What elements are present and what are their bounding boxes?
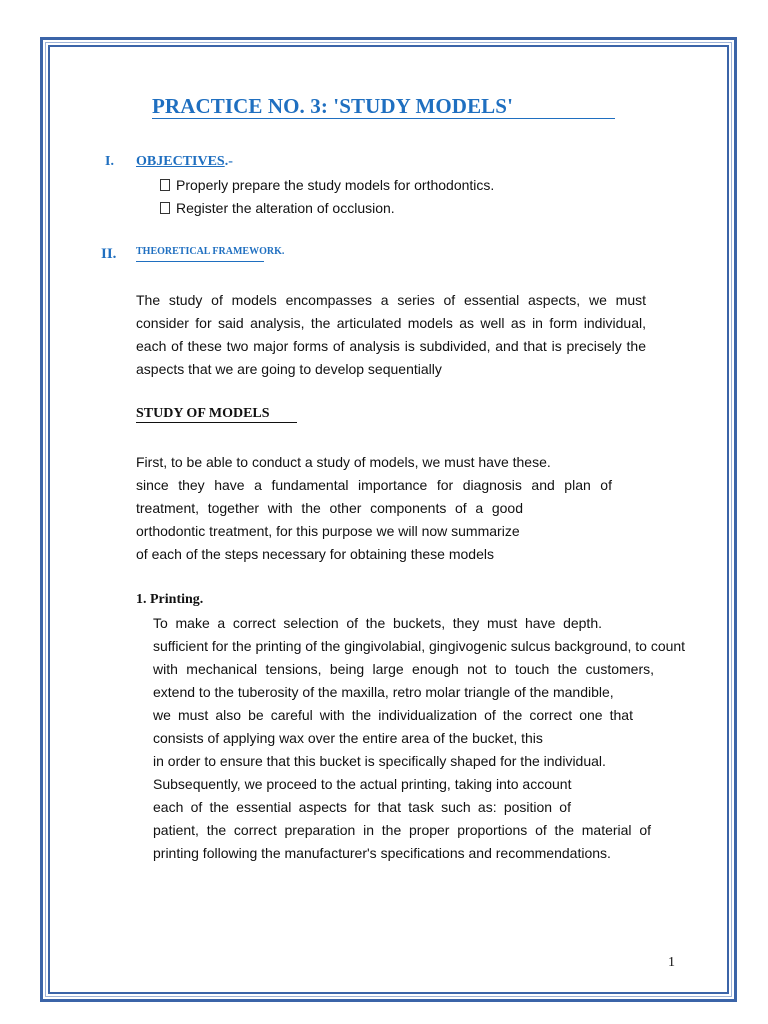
section-1-number: I.: [105, 154, 114, 169]
page-number: 1: [668, 955, 675, 970]
printing-line-7: in order to ensure that this bucket is specifically shaped for the individual.: [153, 753, 606, 769]
objective-text-2: Register the alteration of occlusion.: [176, 200, 395, 216]
study-line-1: First, to be able to conduct a study of models, we must have these.: [136, 454, 551, 470]
theoretical-framework-paragraph: The study of models encompasses a series of essential aspects, we must consider for said analysis, the articulated models as well as in form individual, each of these two major forms of analysis is subdivided, and that is precisely the aspects that we are going to develop sequentially: [136, 292, 646, 377]
page-title: PRACTICE NO. 3: 'STUDY MODELS': [152, 94, 514, 118]
section-2-number: II.: [101, 246, 117, 262]
title-underline: [152, 118, 615, 119]
printing-line-6: consists of applying wax over the entire area of the bucket, this: [153, 730, 543, 746]
printing-line-1: To make a correct selection of the buckets, they must have depth.: [153, 615, 602, 631]
section-1-heading: [136, 154, 233, 170]
objective-text-1: Properly prepare the study models for orthodontics.: [176, 177, 495, 193]
objective-bullet-2: [160, 200, 395, 216]
study-of-models-heading: STUDY OF MODELS: [136, 406, 270, 421]
objectives-heading-suffix: .-: [224, 154, 233, 169]
section-2-heading: THEORETICAL FRAMEWORK.: [136, 246, 285, 257]
printing-line-11: printing following the manufacturer's specifications and recommendations.: [153, 845, 611, 861]
printing-line-4: extend to the tuberosity of the maxilla, retro molar triangle of the mandible,: [153, 684, 614, 700]
study-line-2: since they have a fundamental importance for diagnosis and plan of: [136, 477, 612, 493]
bullet-box-icon: [160, 202, 170, 214]
printing-heading: 1. Printing.: [136, 592, 204, 607]
printing-line-8: Subsequently, we proceed to the actual printing, taking into account: [153, 776, 572, 792]
printing-line-5: we must also be careful with the individualization of the correct one that: [153, 707, 633, 723]
study-line-4: orthodontic treatment, for this purpose we will now summarize: [136, 523, 520, 539]
objective-bullet-1: [160, 177, 494, 193]
printing-line-3: with mechanical tensions, being large enough not to touch the customers,: [153, 661, 654, 677]
objectives-heading-text: OBJECTIVES: [136, 154, 225, 169]
study-of-models-underline: [136, 422, 297, 423]
printing-line-10: patient, the correct preparation in the proper proportions of the material of: [153, 822, 651, 838]
printing-line-9: each of the essential aspects for that task such as: position of: [153, 799, 571, 815]
section-2-underline: [136, 261, 264, 262]
printing-line-2: sufficient for the printing of the gingivolabial, gingivogenic sulcus background, to count: [153, 638, 686, 654]
study-line-5: of each of the steps necessary for obtaining these models: [136, 546, 494, 562]
study-line-3: treatment, together with the other components of a good: [136, 500, 523, 516]
bullet-box-icon: [160, 179, 170, 191]
